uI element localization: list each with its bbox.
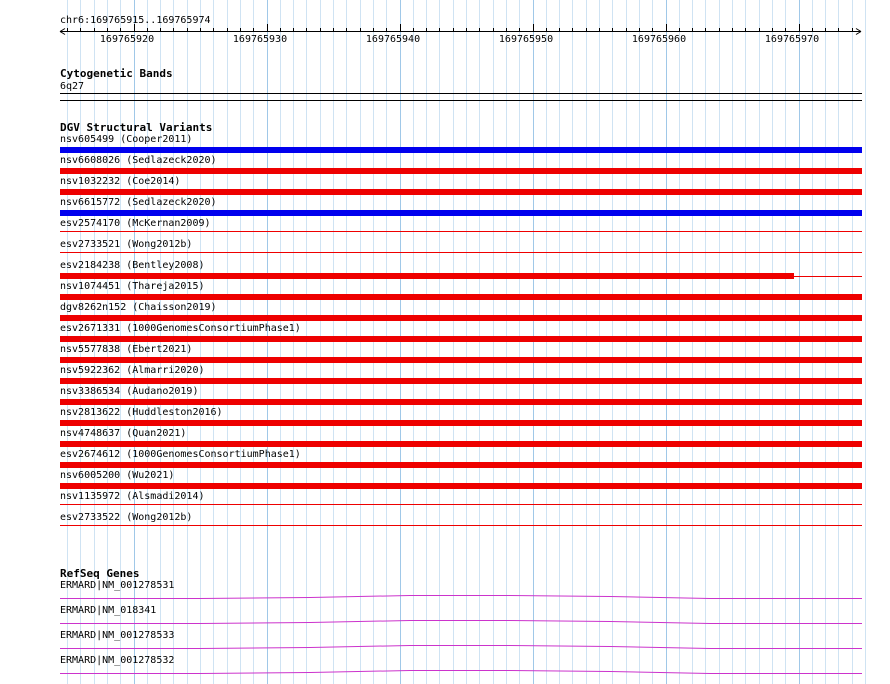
coordinate-ruler[interactable] [0, 0, 890, 60]
ruler-tick-label: 169765970 [764, 34, 820, 45]
dgv-variant-bar[interactable] [60, 189, 862, 195]
dgv-variant-bar[interactable] [60, 168, 862, 174]
dgv-variant-label[interactable]: nsv2813622 (Huddleston2016) [60, 407, 223, 418]
dgv-variant-label[interactable]: nsv6005200 (Wu2021) [60, 470, 175, 481]
dgv-variant-label[interactable]: esv2671331 (1000GenomesConsortiumPhase1) [60, 323, 301, 334]
dgv-variant-label[interactable]: nsv3386534 (Audano2019) [60, 386, 199, 397]
ruler-tick-label: 169765940 [365, 34, 421, 45]
refseq-gene-label[interactable]: ERMARD|NM_001278531 [60, 580, 175, 591]
refseq-gene-label[interactable]: ERMARD|NM_001278533 [60, 630, 175, 641]
dgv-variant-label[interactable]: nsv6615772 (Sedlazeck2020) [60, 197, 217, 208]
dgv-variant-bar[interactable] [60, 273, 794, 279]
dgv-variant-label[interactable]: esv2184238 (Bentley2008) [60, 260, 205, 271]
ruler-tick-label: 169765950 [498, 34, 554, 45]
dgv-variant-label[interactable]: nsv605499 (Cooper2011) [60, 134, 193, 145]
dgv-variant-label[interactable]: nsv1135972 (Alsmadi2014) [60, 491, 205, 502]
dgv-variant-bar[interactable] [60, 210, 862, 216]
dgv-variant-bar[interactable] [60, 252, 862, 253]
dgv-variant-bar[interactable] [60, 462, 862, 468]
dgv-variant-bar[interactable] [60, 147, 862, 153]
dgv-variant-bar[interactable] [60, 357, 862, 363]
refseq-gene-label[interactable]: ERMARD|NM_018341 [60, 605, 157, 616]
dgv-variant-label[interactable]: esv2674612 (1000GenomesConsortiumPhase1) [60, 449, 301, 460]
refseq-gene-label[interactable]: ERMARD|NM_001278532 [60, 655, 175, 666]
dgv-variant-bar[interactable] [60, 231, 862, 232]
dgv-variant-label[interactable]: nsv4748637 (Quan2021) [60, 428, 187, 439]
dgv-variant-label[interactable]: nsv1032232 (Coe2014) [60, 176, 181, 187]
dgv-variant-bar[interactable] [60, 399, 862, 405]
dgv-variant-label[interactable]: nsv1074451 (Thareja2015) [60, 281, 205, 292]
dgv-variant-bar[interactable] [60, 294, 862, 300]
cytoband-bar-bottom [60, 100, 862, 101]
dgv-variant-label[interactable]: dgv8262n152 (Chaisson2019) [60, 302, 217, 313]
refseq-track-title: RefSeq Genes [60, 567, 140, 580]
dgv-variant-bar[interactable] [60, 315, 862, 321]
ruler-tick-label: 169765930 [232, 34, 288, 45]
dgv-variant-label[interactable]: nsv5922362 (Almarri2020) [60, 365, 205, 376]
dgv-variant-bar[interactable] [60, 504, 862, 505]
ruler-tick-label: 169765920 [99, 34, 155, 45]
dgv-variant-bar-extension [794, 276, 862, 277]
dgv-variant-label[interactable]: nsv6608026 (Sedlazeck2020) [60, 155, 217, 166]
dgv-variant-label[interactable]: esv2733521 (Wong2012b) [60, 239, 193, 250]
dgv-track-title: DGV Structural Variants [60, 121, 213, 134]
ruler-tick-label: 169765960 [631, 34, 687, 45]
cytoband-label: 6q27 [60, 81, 85, 92]
dgv-variant-bar[interactable] [60, 525, 862, 526]
cytoband-bar-top[interactable] [60, 93, 862, 94]
dgv-variant-bar[interactable] [60, 483, 862, 489]
location-label: chr6:169765915..169765974 [60, 15, 211, 26]
dgv-variant-label[interactable]: esv2733522 (Wong2012b) [60, 512, 193, 523]
dgv-variant-bar[interactable] [60, 441, 862, 447]
cytoband-track-title: Cytogenetic Bands [60, 67, 173, 80]
dgv-variant-bar[interactable] [60, 378, 862, 384]
dgv-variant-bar[interactable] [60, 420, 862, 426]
dgv-variant-bar[interactable] [60, 336, 862, 342]
dgv-variant-label[interactable]: nsv5577838 (Ebert2021) [60, 344, 193, 355]
dgv-variant-label[interactable]: esv2574170 (McKernan2009) [60, 218, 211, 229]
